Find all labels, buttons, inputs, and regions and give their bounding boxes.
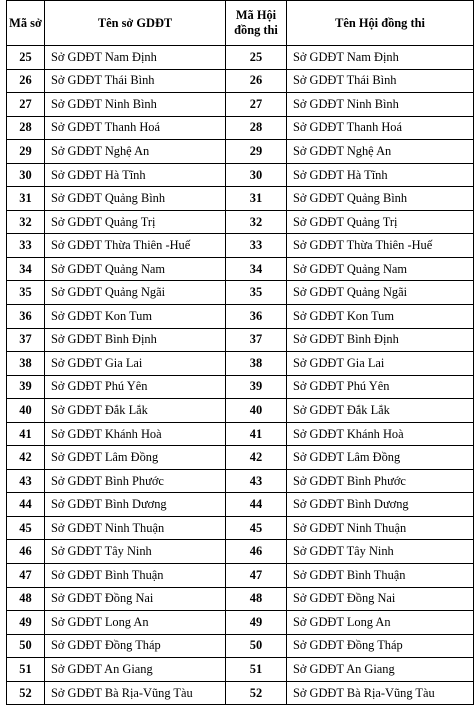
cell-ma-hoi-dong: 48	[226, 587, 287, 611]
cell-ten-so: Sở GDĐT Ninh Bình	[45, 93, 226, 117]
table-row	[7, 234, 474, 258]
cell-ten-so: Sở GDĐT Đồng Nai	[45, 587, 226, 611]
cell-ten-so: Sở GDĐT Bình Định	[45, 328, 226, 352]
cell-ma-hoi-dong: 34	[226, 257, 287, 281]
cell-ten-hoi-dong: Sở GDĐT Bình Dương	[287, 493, 474, 517]
cell-ma-hoi-dong: 51	[226, 658, 287, 682]
cell-ten-hoi-dong: Sở GDĐT Bà Rịa-Vũng Tàu	[287, 681, 474, 705]
cell-ma-hoi-dong: 30	[226, 163, 287, 187]
cell-ten-so: Sở GDĐT Gia Lai	[45, 352, 226, 376]
table-row	[7, 375, 474, 399]
cell-ma-hoi-dong: 25	[226, 46, 287, 70]
cell-ma-so: 50	[7, 634, 45, 658]
table-row	[7, 187, 474, 211]
cell-ma-so: 30	[7, 163, 45, 187]
cell-ma-so: 41	[7, 422, 45, 446]
cell-ma-hoi-dong: 47	[226, 564, 287, 588]
table-row	[7, 163, 474, 187]
cell-ten-so: Sở GDĐT Đồng Tháp	[45, 634, 226, 658]
table-row	[7, 140, 474, 164]
cell-ma-so: 51	[7, 658, 45, 682]
cell-ten-so: Sở GDĐT Thái Bình	[45, 69, 226, 93]
header-ma-hoi-dong: Mã Hội đồng thi	[226, 1, 287, 46]
table-row	[7, 469, 474, 493]
cell-ma-hoi-dong: 49	[226, 611, 287, 635]
table-row	[7, 210, 474, 234]
cell-ma-hoi-dong: 50	[226, 634, 287, 658]
cell-ten-so: Sở GDĐT Bình Dương	[45, 493, 226, 517]
table-row	[7, 658, 474, 682]
table-row	[7, 257, 474, 281]
cell-ten-hoi-dong: Sở GDĐT Bình Định	[287, 328, 474, 352]
table-row	[7, 305, 474, 329]
table-row	[7, 422, 474, 446]
cell-ten-so: Sở GDĐT Hà Tĩnh	[45, 163, 226, 187]
table-row	[7, 46, 474, 70]
header-ten-hoi-dong: Tên Hội đồng thi	[287, 1, 474, 46]
cell-ten-hoi-dong: Sở GDĐT Đồng Nai	[287, 587, 474, 611]
cell-ma-hoi-dong: 52	[226, 681, 287, 705]
cell-ten-hoi-dong: Sở GDĐT Khánh Hoà	[287, 422, 474, 446]
table-row	[7, 540, 474, 564]
cell-ma-so: 26	[7, 69, 45, 93]
cell-ten-hoi-dong: Sở GDĐT Bình Phước	[287, 469, 474, 493]
cell-ten-hoi-dong: Sở GDĐT Bình Thuận	[287, 564, 474, 588]
table-row	[7, 493, 474, 517]
cell-ten-so: Sở GDĐT Khánh Hoà	[45, 422, 226, 446]
cell-ma-hoi-dong: 31	[226, 187, 287, 211]
table-row	[7, 93, 474, 117]
cell-ma-so: 43	[7, 469, 45, 493]
cell-ten-hoi-dong: Sở GDĐT Tây Ninh	[287, 540, 474, 564]
table-row	[7, 516, 474, 540]
table-body	[7, 46, 474, 705]
cell-ma-so: 42	[7, 446, 45, 470]
cell-ten-so: Sở GDĐT Quảng Nam	[45, 257, 226, 281]
cell-ma-so: 29	[7, 140, 45, 164]
cell-ten-so: Sở GDĐT Lâm Đồng	[45, 446, 226, 470]
cell-ma-so: 31	[7, 187, 45, 211]
cell-ten-hoi-dong: Sở GDĐT Nam Định	[287, 46, 474, 70]
cell-ten-so: Sở GDĐT Tây Ninh	[45, 540, 226, 564]
cell-ten-so: Sở GDĐT Quảng Bình	[45, 187, 226, 211]
cell-ten-hoi-dong: Sở GDĐT Ninh Thuận	[287, 516, 474, 540]
cell-ten-so: Sở GDĐT Bình Phước	[45, 469, 226, 493]
cell-ma-hoi-dong: 32	[226, 210, 287, 234]
cell-ten-so: Sở GDĐT An Giang	[45, 658, 226, 682]
cell-ma-so: 25	[7, 46, 45, 70]
cell-ma-hoi-dong: 43	[226, 469, 287, 493]
cell-ma-so: 36	[7, 305, 45, 329]
cell-ten-hoi-dong: Sở GDĐT Thái Bình	[287, 69, 474, 93]
table-row	[7, 328, 474, 352]
cell-ten-so: Sở GDĐT Quảng Ngãi	[45, 281, 226, 305]
cell-ma-hoi-dong: 33	[226, 234, 287, 258]
cell-ma-so: 35	[7, 281, 45, 305]
table-row	[7, 564, 474, 588]
cell-ma-hoi-dong: 38	[226, 352, 287, 376]
cell-ten-hoi-dong: Sở GDĐT Lâm Đồng	[287, 446, 474, 470]
table-row	[7, 681, 474, 705]
cell-ma-so: 44	[7, 493, 45, 517]
cell-ma-hoi-dong: 42	[226, 446, 287, 470]
cell-ten-hoi-dong: Sở GDĐT Quảng Ngãi	[287, 281, 474, 305]
cell-ten-so: Sở GDĐT Nghệ An	[45, 140, 226, 164]
cell-ten-so: Sở GDĐT Phú Yên	[45, 375, 226, 399]
header-ma-so: Mã sở	[7, 1, 45, 46]
cell-ten-so: Sở GDĐT Bà Rịa-Vũng Tàu	[45, 681, 226, 705]
cell-ma-so: 37	[7, 328, 45, 352]
cell-ma-hoi-dong: 26	[226, 69, 287, 93]
table-row	[7, 611, 474, 635]
cell-ma-so: 52	[7, 681, 45, 705]
cell-ten-hoi-dong: Sở GDĐT Ninh Bình	[287, 93, 474, 117]
exam-council-table-container	[6, 0, 473, 705]
header-ten-so: Tên sở GDĐT	[45, 1, 226, 46]
cell-ma-hoi-dong: 29	[226, 140, 287, 164]
cell-ma-so: 34	[7, 257, 45, 281]
cell-ma-so: 48	[7, 587, 45, 611]
cell-ma-hoi-dong: 41	[226, 422, 287, 446]
header-row	[7, 1, 474, 46]
table-row	[7, 116, 474, 140]
table-row	[7, 399, 474, 423]
cell-ma-hoi-dong: 36	[226, 305, 287, 329]
cell-ten-hoi-dong: Sở GDĐT Phú Yên	[287, 375, 474, 399]
cell-ma-hoi-dong: 39	[226, 375, 287, 399]
cell-ten-so: Sở GDĐT Kon Tum	[45, 305, 226, 329]
cell-ma-hoi-dong: 37	[226, 328, 287, 352]
exam-council-table	[6, 0, 474, 705]
cell-ten-hoi-dong: Sở GDĐT Quảng Nam	[287, 257, 474, 281]
cell-ten-hoi-dong: Sở GDĐT Long An	[287, 611, 474, 635]
cell-ma-so: 32	[7, 210, 45, 234]
cell-ma-hoi-dong: 40	[226, 399, 287, 423]
cell-ten-hoi-dong: Sở GDĐT Nghệ An	[287, 140, 474, 164]
cell-ma-hoi-dong: 35	[226, 281, 287, 305]
table-row	[7, 634, 474, 658]
cell-ten-hoi-dong: Sở GDĐT Quảng Bình	[287, 187, 474, 211]
table-row	[7, 281, 474, 305]
cell-ten-hoi-dong: Sở GDĐT Quảng Trị	[287, 210, 474, 234]
cell-ma-so: 40	[7, 399, 45, 423]
cell-ma-so: 47	[7, 564, 45, 588]
cell-ten-hoi-dong: Sở GDĐT Hà Tĩnh	[287, 163, 474, 187]
cell-ten-hoi-dong: Sở GDĐT Thừa Thiên -Huế	[287, 234, 474, 258]
cell-ten-so: Sở GDĐT Bình Thuận	[45, 564, 226, 588]
cell-ma-hoi-dong: 46	[226, 540, 287, 564]
cell-ma-so: 39	[7, 375, 45, 399]
cell-ten-hoi-dong: Sở GDĐT Kon Tum	[287, 305, 474, 329]
cell-ten-hoi-dong: Sở GDĐT Đắk Lắk	[287, 399, 474, 423]
table-header	[7, 1, 474, 46]
cell-ten-hoi-dong: Sở GDĐT Gia Lai	[287, 352, 474, 376]
cell-ten-so: Sở GDĐT Nam Định	[45, 46, 226, 70]
cell-ten-so: Sở GDĐT Thừa Thiên -Huế	[45, 234, 226, 258]
cell-ma-hoi-dong: 44	[226, 493, 287, 517]
cell-ten-hoi-dong: Sở GDĐT An Giang	[287, 658, 474, 682]
cell-ten-so: Sở GDĐT Ninh Thuận	[45, 516, 226, 540]
cell-ma-so: 33	[7, 234, 45, 258]
cell-ma-hoi-dong: 28	[226, 116, 287, 140]
table-row	[7, 352, 474, 376]
cell-ma-so: 49	[7, 611, 45, 635]
cell-ma-so: 45	[7, 516, 45, 540]
table-row	[7, 446, 474, 470]
cell-ten-so: Sở GDĐT Quảng Trị	[45, 210, 226, 234]
cell-ma-hoi-dong: 45	[226, 516, 287, 540]
cell-ten-so: Sở GDĐT Long An	[45, 611, 226, 635]
table-row	[7, 587, 474, 611]
cell-ten-so: Sở GDĐT Thanh Hoá	[45, 116, 226, 140]
cell-ten-hoi-dong: Sở GDĐT Đồng Tháp	[287, 634, 474, 658]
table-row	[7, 69, 474, 93]
cell-ma-so: 28	[7, 116, 45, 140]
cell-ma-so: 38	[7, 352, 45, 376]
cell-ma-hoi-dong: 27	[226, 93, 287, 117]
cell-ten-so: Sở GDĐT Đắk Lắk	[45, 399, 226, 423]
cell-ma-so: 46	[7, 540, 45, 564]
cell-ma-so: 27	[7, 93, 45, 117]
cell-ten-hoi-dong: Sở GDĐT Thanh Hoá	[287, 116, 474, 140]
